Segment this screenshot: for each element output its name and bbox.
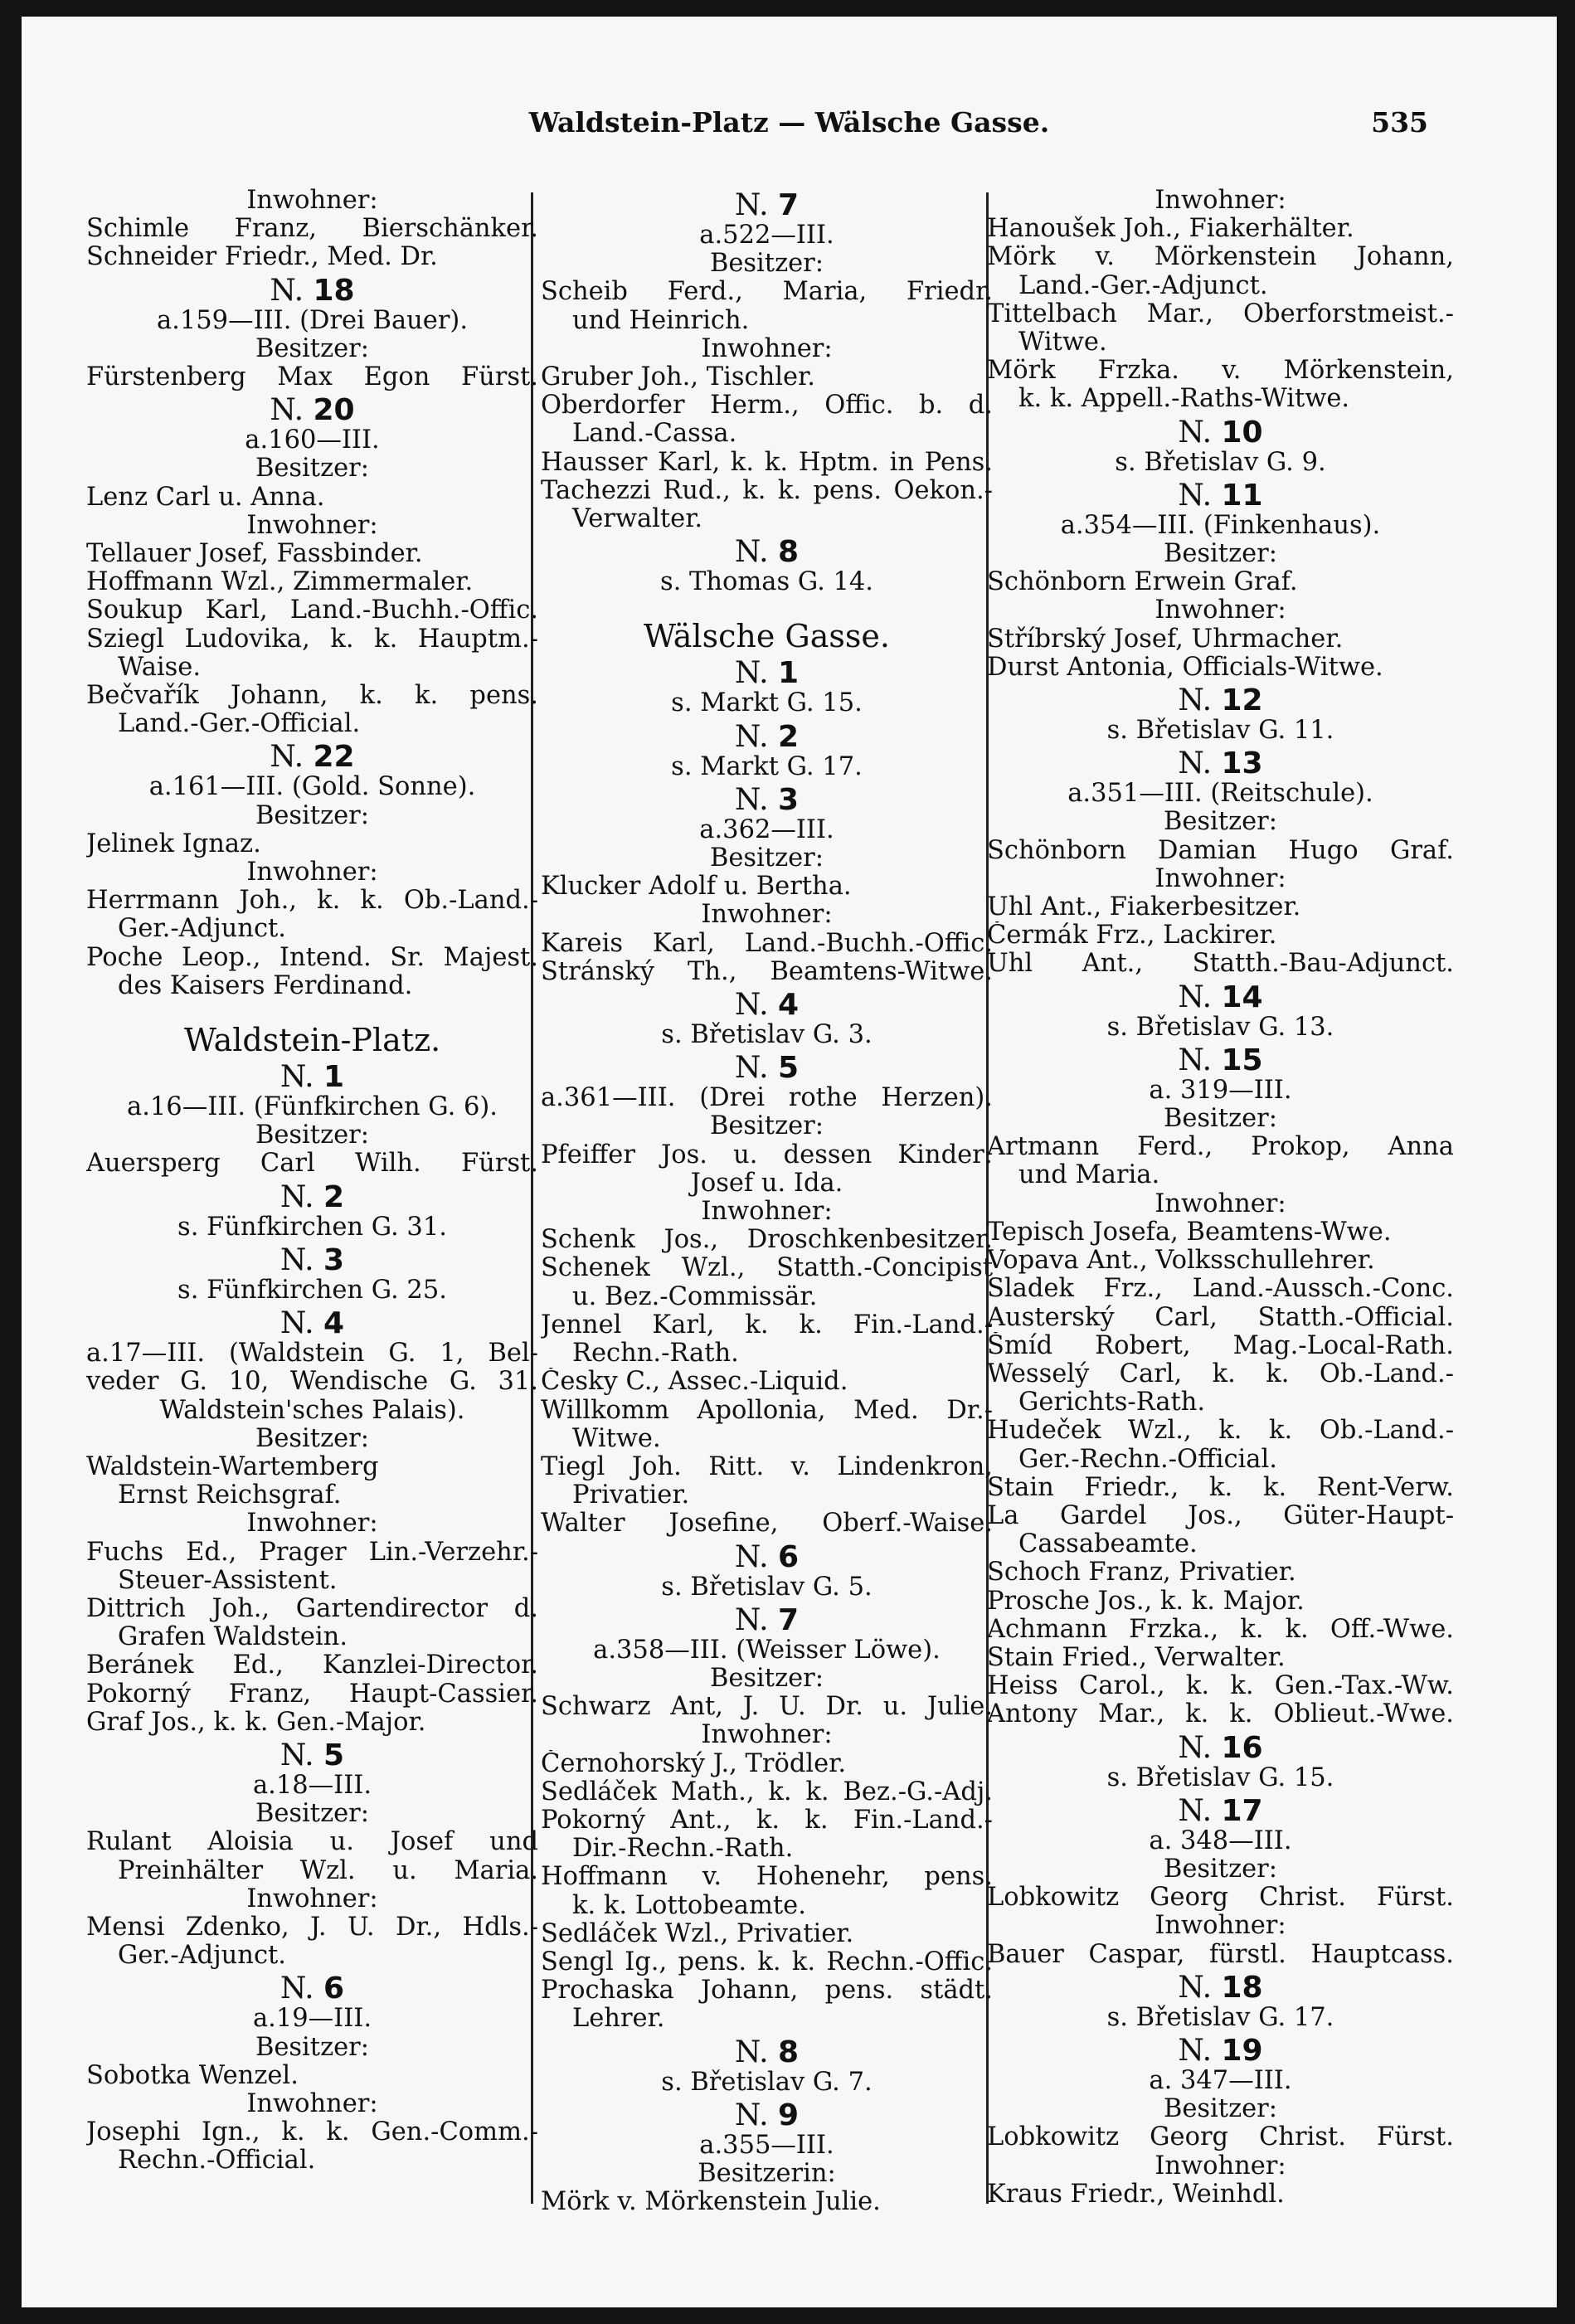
house-number-prefix: N. [1178, 1732, 1213, 1764]
resident-entry: Mörk Frzka. v. Mörkenstein, [987, 357, 1454, 386]
centered-line: a.161—III. (Gold. Sonne). [148, 773, 476, 802]
house-number: 18 [1221, 1972, 1263, 2004]
house-number-prefix: N. [280, 1308, 314, 1340]
house-number-prefix: N. [280, 1244, 314, 1276]
house-number: 8 [778, 2036, 800, 2069]
house-number-heading [86, 1740, 538, 1772]
centered-line: Besitzer: [1163, 1855, 1278, 1884]
house-number-heading [541, 989, 993, 1021]
continuation-line: Grafen Waldstein. [118, 1623, 348, 1652]
resident-entry: La Gardel Jos., Güter-Haupt- [987, 1501, 1454, 1530]
resident-entry: Lenz Carl u. Anna. [86, 483, 325, 512]
house-number: 18 [313, 275, 355, 307]
house-number-heading [86, 1245, 538, 1276]
resident-entry: Sobotka Wenzel. [86, 2061, 299, 2090]
house-number-heading [541, 1542, 993, 1573]
resident-entry: Mensi Zdenko, J. U. Dr., Hdls.- [86, 1913, 538, 1942]
resident-entry: Mörk v. Mörkenstein Johann, [987, 243, 1454, 272]
centered-line: s. Břetislav G. 3. [661, 1021, 873, 1050]
resident-entry: Auersperg Carl Wilh. Fürst. [86, 1150, 538, 1179]
resident-entry: Schenk Jos., Droschkenbesitzer. [541, 1226, 993, 1255]
house-number: 6 [323, 1973, 345, 2006]
continuation-line: Lehrer. [572, 2005, 665, 2034]
continuation-line: Land.-Ger.-Official. [118, 710, 361, 739]
house-number-heading [987, 1972, 1454, 2004]
resident-entry: Antony Mar., k. k. Oblieut.-Wwe. [987, 1700, 1454, 1729]
resident-entry: Wesselý Carl, k. k. Ob.-Land.- [987, 1359, 1454, 1388]
resident-entry: Schenek Wzl., Statth.-Concipist [541, 1254, 993, 1283]
resident-entry: Stain Fried., Verwalter. [987, 1643, 1286, 1672]
continuation-line: Rechn.-Official. [118, 2147, 316, 2176]
resident-entry: Beránek Ed., Kanzlei-Director. [86, 1651, 538, 1680]
continuation-line: Steuer-Assistent. [118, 1566, 338, 1595]
house-number-heading [86, 741, 538, 773]
continuation-line: Witwe. [572, 1424, 661, 1453]
house-number: 13 [1221, 748, 1263, 780]
resident-entry: Vopava Ant., Volksschullehrer. [987, 1247, 1375, 1276]
resident-entry: Schoch Franz, Privatier. [987, 1558, 1296, 1587]
centered-line: s. Břetislav G. 5. [661, 1573, 873, 1602]
centered-line: a.159—III. (Drei Bauer). [156, 306, 469, 335]
centered-line: a.16—III. (Fünfkirchen G. 6). [127, 1093, 498, 1122]
centered-line: s. Fünfkirchen G. 25. [177, 1276, 447, 1305]
continuation-line: Witwe. [1018, 328, 1107, 357]
house-number-prefix: N. [280, 1973, 314, 2006]
centered-line: a.522—III. [699, 221, 834, 250]
house-number-heading [987, 480, 1454, 512]
resident-entry: Hausser Karl, k. k. Hptm. in Pens. [541, 448, 993, 477]
house-number-heading [541, 658, 993, 689]
centered-line: Inwohner: [1155, 187, 1286, 215]
resident-entry: Rulant Aloisia u. Josef und [86, 1828, 538, 1857]
resident-entry: Artmann Ferd., Prokop, Anna [987, 1133, 1454, 1162]
centered-line: a.358—III. (Weisser Löwe). [593, 1636, 941, 1665]
house-number: 3 [323, 1244, 345, 1276]
house-number: 3 [778, 784, 800, 816]
centered-line: Inwohner: [1155, 864, 1286, 893]
resident-entry: Sedláček Wzl., Privatier. [541, 1919, 854, 1948]
centered-line: s. Fünfkirchen G. 31. [177, 1213, 447, 1242]
house-number-prefix: N. [1178, 1044, 1213, 1077]
resident-entry: Poche Leop., Intend. Sr. Majest. [86, 943, 538, 972]
centered-line: Inwohner: [246, 858, 378, 887]
resident-entry: a.17—III. (Waldstein G. 1, Bel- [86, 1339, 538, 1369]
house-number-prefix: N. [1178, 981, 1213, 1014]
centered-line: Inwohner: [246, 2089, 378, 2118]
continuation-line: Ger.-Rechn.-Official. [1018, 1445, 1277, 1474]
house-number-heading [86, 1973, 538, 2005]
centered-line: s. Markt G. 15. [671, 689, 863, 718]
continuation-line: Ger.-Adjunct. [118, 915, 286, 944]
house-number-heading [541, 2100, 993, 2132]
resident-entry: Tachezzi Rud., k. k. pens. Oekon.- [541, 476, 993, 505]
centered-line: Inwohner: [701, 901, 833, 930]
house-number-prefix: N. [734, 2099, 769, 2132]
house-number-prefix: N. [280, 1181, 314, 1213]
house-number-heading [987, 1045, 1454, 1077]
resident-entry: Gruber Joh., Tischler. [541, 363, 815, 392]
resident-entry: Prosche Jos., k. k. Major. [987, 1587, 1305, 1616]
centered-line: Inwohner: [1155, 596, 1286, 625]
resident-entry: Tittelbach Mar., Oberforstmeist.- [987, 299, 1454, 328]
resident-entry: Hanoušek Joh., Fiakerhälter. [987, 215, 1354, 244]
house-number: 9 [778, 2099, 800, 2132]
centered-line: a. 347—III. [1149, 2066, 1292, 2095]
resident-entry: Dittrich Joh., Gartendirector d. [86, 1594, 538, 1623]
house-number-heading [86, 1062, 538, 1093]
house-number-prefix: N. [734, 2036, 769, 2069]
resident-entry: Kraus Friedr., Weinhdl. [987, 2180, 1285, 2209]
house-number-prefix: N. [734, 1541, 769, 1573]
house-number-heading [987, 1796, 1454, 1827]
resident-entry: Schwarz Ant, J. U. Dr. u. Julie. [541, 1693, 993, 1722]
resident-entry: Stain Friedr., k. k. Rent-Verw. [987, 1473, 1454, 1502]
centered-line: Inwohner: [701, 1198, 833, 1227]
resident-entry: Herrmann Joh., k. k. Ob.-Land.- [86, 887, 538, 916]
centered-line: Besitzer: [1163, 808, 1278, 837]
resident-entry: Pfeiffer Jos. u. dessen Kinder: [541, 1140, 993, 1169]
house-number-heading [987, 1733, 1454, 1764]
centered-line: Besitzer: [1163, 1105, 1278, 1134]
centered-line: s. Břetislav G. 15. [1106, 1763, 1334, 1792]
resident-entry: Čermák Frz., Lackirer. [987, 921, 1277, 951]
house-number-heading [541, 537, 993, 568]
continuation-line: und Heinrich. [572, 306, 750, 335]
resident-entry: Fürstenberg Max Egon Fürst. [86, 363, 538, 392]
resident-entry: Hoffmann Wzl., Zimmermaler. [86, 568, 474, 597]
resident-entry: Sedláček Math., k. k. Bez.-G.-Adj. [541, 1777, 993, 1806]
resident-entry: Mörk v. Mörkenstein Julie. [541, 2188, 881, 2217]
running-title: Waldstein-Platz — Wälsche Gasse. [528, 106, 1050, 139]
column-right [987, 187, 1454, 2209]
resident-entry: Soukup Karl, Land.-Buchh.-Offic. [86, 596, 538, 625]
centered-line: Inwohner: [1155, 1189, 1286, 1218]
resident-entry: Stránský Th., Beamtens-Witwe. [541, 957, 993, 986]
house-number-heading [541, 190, 993, 221]
continuation-line: Cassabeamte. [1018, 1530, 1198, 1559]
street-heading: Waldstein-Platz. [183, 1022, 441, 1059]
resident-entry: Uhl Ant., Statth.-Bau-Adjunct. [987, 950, 1454, 979]
centered-line: a.355—III. [699, 2131, 834, 2160]
house-number-prefix: N. [1178, 1972, 1213, 2004]
resident-entry: Česky C., Assec.-Liquid. [541, 1368, 848, 1397]
resident-entry: Hoffmann v. Hohenehr, pens. [541, 1863, 993, 1892]
resident-entry: a.361—III. (Drei rothe Herzen). [541, 1084, 993, 1113]
continuation-line: Ger.-Adjunct. [118, 1942, 286, 1971]
resident-entry: Sladek Frz., Land.-Aussch.-Conc. [987, 1275, 1454, 1304]
centered-line: s. Břetislav G. 9. [1115, 448, 1326, 477]
continuation-line: des Kaisers Ferdinand. [118, 971, 413, 1000]
centered-line: s. Markt G. 17. [671, 752, 863, 781]
continuation-line: k. k. Lottobeamte. [572, 1891, 806, 1920]
continuation-line: Gerichts-Rath. [1018, 1388, 1206, 1417]
house-number-heading [86, 1308, 538, 1339]
house-number-heading [987, 748, 1454, 780]
page-number: 535 [1371, 106, 1428, 139]
house-number: 16 [1221, 1732, 1263, 1764]
centered-line: a.19—III. [252, 2005, 372, 2034]
resident-entry: Schönborn Erwein Graf. [987, 568, 1298, 597]
continuation-line: Rechn.-Rath. [572, 1339, 739, 1369]
house-number-prefix: N. [734, 658, 769, 690]
house-number-prefix: N. [1178, 2035, 1213, 2067]
centered-line: a.362—III. [699, 815, 834, 844]
house-number-heading [987, 2035, 1454, 2067]
house-number-prefix: N. [734, 784, 769, 816]
house-number-prefix: N. [1178, 685, 1213, 717]
centered-line: Inwohner: [246, 187, 378, 215]
resident-entry: Tellauer Josef, Fassbinder. [86, 540, 423, 569]
resident-entry: Willkomm Apollonia, Med. Dr.- [541, 1396, 993, 1425]
centered-line: Inwohner: [1155, 2151, 1286, 2181]
centered-line: a.351—III. (Reitschule). [1067, 780, 1373, 809]
house-number-prefix: N. [270, 395, 304, 427]
resident-entry: Bečvařík Johann, k. k. pens. [86, 682, 538, 711]
house-number-prefix: N. [1178, 1795, 1213, 1827]
house-number-heading [86, 395, 538, 426]
resident-entry: Scheib Ferd., Maria, Friedr. [541, 278, 993, 307]
house-number-prefix: N. [1178, 416, 1213, 449]
resident-entry: Austerský Carl, Statth.-Official. [987, 1303, 1454, 1332]
centered-line: Besitzer: [255, 455, 370, 484]
resident-entry: Schimle Franz, Bierschänker. [86, 215, 538, 244]
centered-line: s. Břetislav G. 11. [1106, 717, 1334, 746]
centered-line: Inwohner: [246, 1884, 378, 1913]
house-number: 20 [313, 395, 355, 427]
centered-line: Besitzerin: [698, 2159, 836, 2188]
centered-line: Besitzer: [1163, 540, 1278, 569]
house-number: 10 [1221, 416, 1263, 449]
page-header [22, 106, 1557, 156]
centered-line: s. Břetislav G. 7. [661, 2068, 873, 2097]
continuation-line: und Maria. [1018, 1161, 1160, 1190]
house-number: 4 [778, 989, 800, 1022]
resident-entry: Uhl Ant., Fiakerbesitzer. [987, 893, 1301, 922]
house-number: 2 [323, 1181, 345, 1213]
house-number-heading [541, 2037, 993, 2069]
centered-line: Besitzer: [255, 2033, 370, 2062]
centered-line: s. Břetislav G. 13. [1106, 1013, 1334, 1042]
house-number: 5 [778, 1053, 800, 1085]
continuation-line: u. Bez.-Commissär. [572, 1282, 818, 1311]
centered-line: Besitzer: [709, 250, 824, 279]
house-number-prefix: N. [280, 1062, 314, 1094]
resident-entry: Waldstein-Wartemberg [86, 1452, 379, 1481]
resident-entry: Jelinek Ignaz. [86, 829, 261, 858]
centered-line: a. 348—III. [1149, 1826, 1292, 1855]
house-number-heading [86, 1182, 538, 1213]
resident-entry: Bauer Caspar, fürstl. Hauptcass. [987, 1940, 1454, 1969]
house-number: 7 [778, 190, 800, 221]
continuation-line: k. k. Appell.-Raths-Witwe. [1018, 385, 1350, 414]
centered-line: Waldstein'sches Palais). [159, 1396, 465, 1425]
house-number-prefix: N. [1178, 479, 1213, 512]
resident-entry: Schneider Friedr., Med. Dr. [86, 243, 438, 272]
resident-entry: Lobkowitz Georg Christ. Fürst. [987, 1884, 1454, 1913]
house-number: 8 [778, 537, 800, 569]
house-number-heading [541, 722, 993, 753]
resident-entry: Klucker Adolf u. Bertha. [541, 873, 852, 902]
resident-entry: veder G. 10, Wendische G. 31. [86, 1368, 538, 1397]
house-number-prefix: N. [734, 190, 769, 221]
centered-line: Besitzer: [255, 801, 370, 830]
continuation-line: Land.-Ger.-Adjunct. [1018, 271, 1268, 300]
house-number: 22 [313, 741, 355, 774]
continuation-line: Privatier. [572, 1481, 690, 1510]
resident-entry: Heiss Carol., k. k. Gen.-Tax.-Ww. [987, 1672, 1454, 1701]
centered-line: Besitzer: [709, 844, 824, 873]
house-number-heading [987, 685, 1454, 717]
house-number: 15 [1221, 1044, 1263, 1077]
house-number-heading [541, 785, 993, 816]
centered-line: Besitzer: [1163, 2095, 1278, 2124]
continuation-line: Verwalter. [572, 505, 703, 534]
continuation-line: Dir.-Rechn.-Rath. [572, 1835, 794, 1864]
house-number: 5 [323, 1739, 345, 1772]
house-number: 6 [778, 1541, 800, 1573]
centered-line: Besitzer: [709, 1112, 824, 1141]
house-number: 12 [1221, 685, 1263, 717]
column-middle [541, 187, 993, 2216]
centered-line: a.18—III. [252, 1771, 372, 1800]
house-number-prefix: N. [280, 1739, 314, 1772]
house-number: 4 [323, 1308, 345, 1340]
resident-entry: Pokorný Ant., k. k. Fin.-Land.- [541, 1806, 993, 1835]
house-number-prefix: N. [270, 275, 304, 307]
house-number: 2 [778, 721, 800, 753]
resident-entry: Šmíd Robert, Mag.-Local-Rath. [987, 1331, 1454, 1360]
house-number-heading [541, 1053, 993, 1084]
resident-entry: Fuchs Ed., Prager Lin.-Verzehr.- [86, 1538, 538, 1567]
house-number-prefix: N. [734, 989, 769, 1022]
house-number-heading [987, 982, 1454, 1014]
centered-line: s. Břetislav G. 17. [1106, 2003, 1334, 2032]
centered-line: Besitzer: [255, 334, 370, 363]
resident-entry: Schönborn Damian Hugo Graf. [987, 836, 1454, 865]
house-number-heading [987, 417, 1454, 449]
street-heading: Wälsche Gasse. [644, 618, 890, 655]
centered-line: Inwohner: [246, 1510, 378, 1539]
resident-entry: Durst Antonia, Officials-Witwe. [987, 653, 1383, 682]
house-number: 1 [323, 1062, 345, 1094]
continuation-line: Preinhälter Wzl. u. Maria. [118, 1856, 538, 1885]
resident-entry: Josephi Ign., k. k. Gen.-Comm.- [86, 2118, 538, 2147]
centered-line: Besitzer: [255, 1424, 370, 1453]
house-number: 14 [1221, 981, 1263, 1014]
continuation-line: Waise. [118, 653, 202, 682]
continuation-line: Ernst Reichsgraf. [118, 1481, 342, 1510]
resident-entry: Graf Jos., k. k. Gen.-Major. [86, 1708, 426, 1737]
house-number: 17 [1221, 1795, 1263, 1827]
house-number-heading [541, 1605, 993, 1636]
house-number-prefix: N. [270, 741, 304, 774]
centered-line: Inwohner: [246, 511, 378, 540]
centered-line: Inwohner: [701, 1721, 833, 1750]
house-number: 7 [778, 1604, 800, 1636]
house-number: 1 [778, 658, 800, 690]
continuation-line: Land.-Cassa. [572, 420, 737, 449]
centered-line: s. Thomas G. 14. [659, 568, 874, 597]
centered-line: Besitzer: [255, 1121, 370, 1150]
resident-entry: Jennel Karl, k. k. Fin.-Land.- [541, 1310, 993, 1339]
resident-entry: Walter Josefine, Oberf.-Waise. [541, 1510, 993, 1539]
centered-line: Besitzer: [255, 1800, 370, 1829]
resident-entry: Tiegl Joh. Ritt. v. Lindenkron, [541, 1452, 993, 1481]
centered-line: a. 319—III. [1149, 1076, 1292, 1105]
centered-line: Inwohner: [1155, 1912, 1286, 1941]
resident-entry: Kareis Karl, Land.-Buchh.-Offic. [541, 929, 993, 958]
resident-entry: Sziegl Ludovika, k. k. Hauptm.- [86, 625, 538, 654]
house-number-heading [86, 275, 538, 307]
resident-entry: Oberdorfer Herm., Offic. b. d. [541, 391, 993, 421]
resident-entry: Pokorný Franz, Haupt-Cassier. [86, 1680, 538, 1709]
resident-entry: Hudeček Wzl., k. k. Ob.-Land.- [987, 1417, 1454, 1446]
centered-line: Besitzer: [709, 1664, 824, 1693]
column-left [86, 187, 538, 2176]
resident-entry: Lobkowitz Georg Christ. Fürst. [987, 2123, 1454, 2152]
resident-entry: Prochaska Johann, pens. städt. [541, 1976, 993, 2006]
house-number-prefix: N. [734, 721, 769, 753]
resident-entry: Achmann Frzka., k. k. Off.-Wwe. [987, 1615, 1454, 1644]
house-number-prefix: N. [1178, 748, 1213, 780]
centered-line: Inwohner: [701, 334, 833, 363]
centered-line: Josef u. Ida. [690, 1169, 843, 1198]
centered-line: a.354—III. (Finkenhaus). [1060, 511, 1381, 540]
house-number: 19 [1221, 2035, 1263, 2067]
house-number-prefix: N. [734, 537, 769, 569]
resident-entry: Sengl Ig., pens. k. k. Rechn.-Offic. [541, 1947, 993, 1976]
resident-entry: Černohorský J., Trödler. [541, 1749, 847, 1778]
house-number-prefix: N. [734, 1053, 769, 1085]
directory-page [22, 17, 1557, 2307]
resident-entry: Stříbrský Josef, Uhrmacher. [987, 625, 1344, 654]
centered-line: a.160—III. [245, 426, 380, 455]
house-number-prefix: N. [734, 1604, 769, 1636]
house-number: 11 [1221, 479, 1263, 512]
resident-entry: Tepisch Josefa, Beamtens-Wwe. [987, 1218, 1392, 1247]
